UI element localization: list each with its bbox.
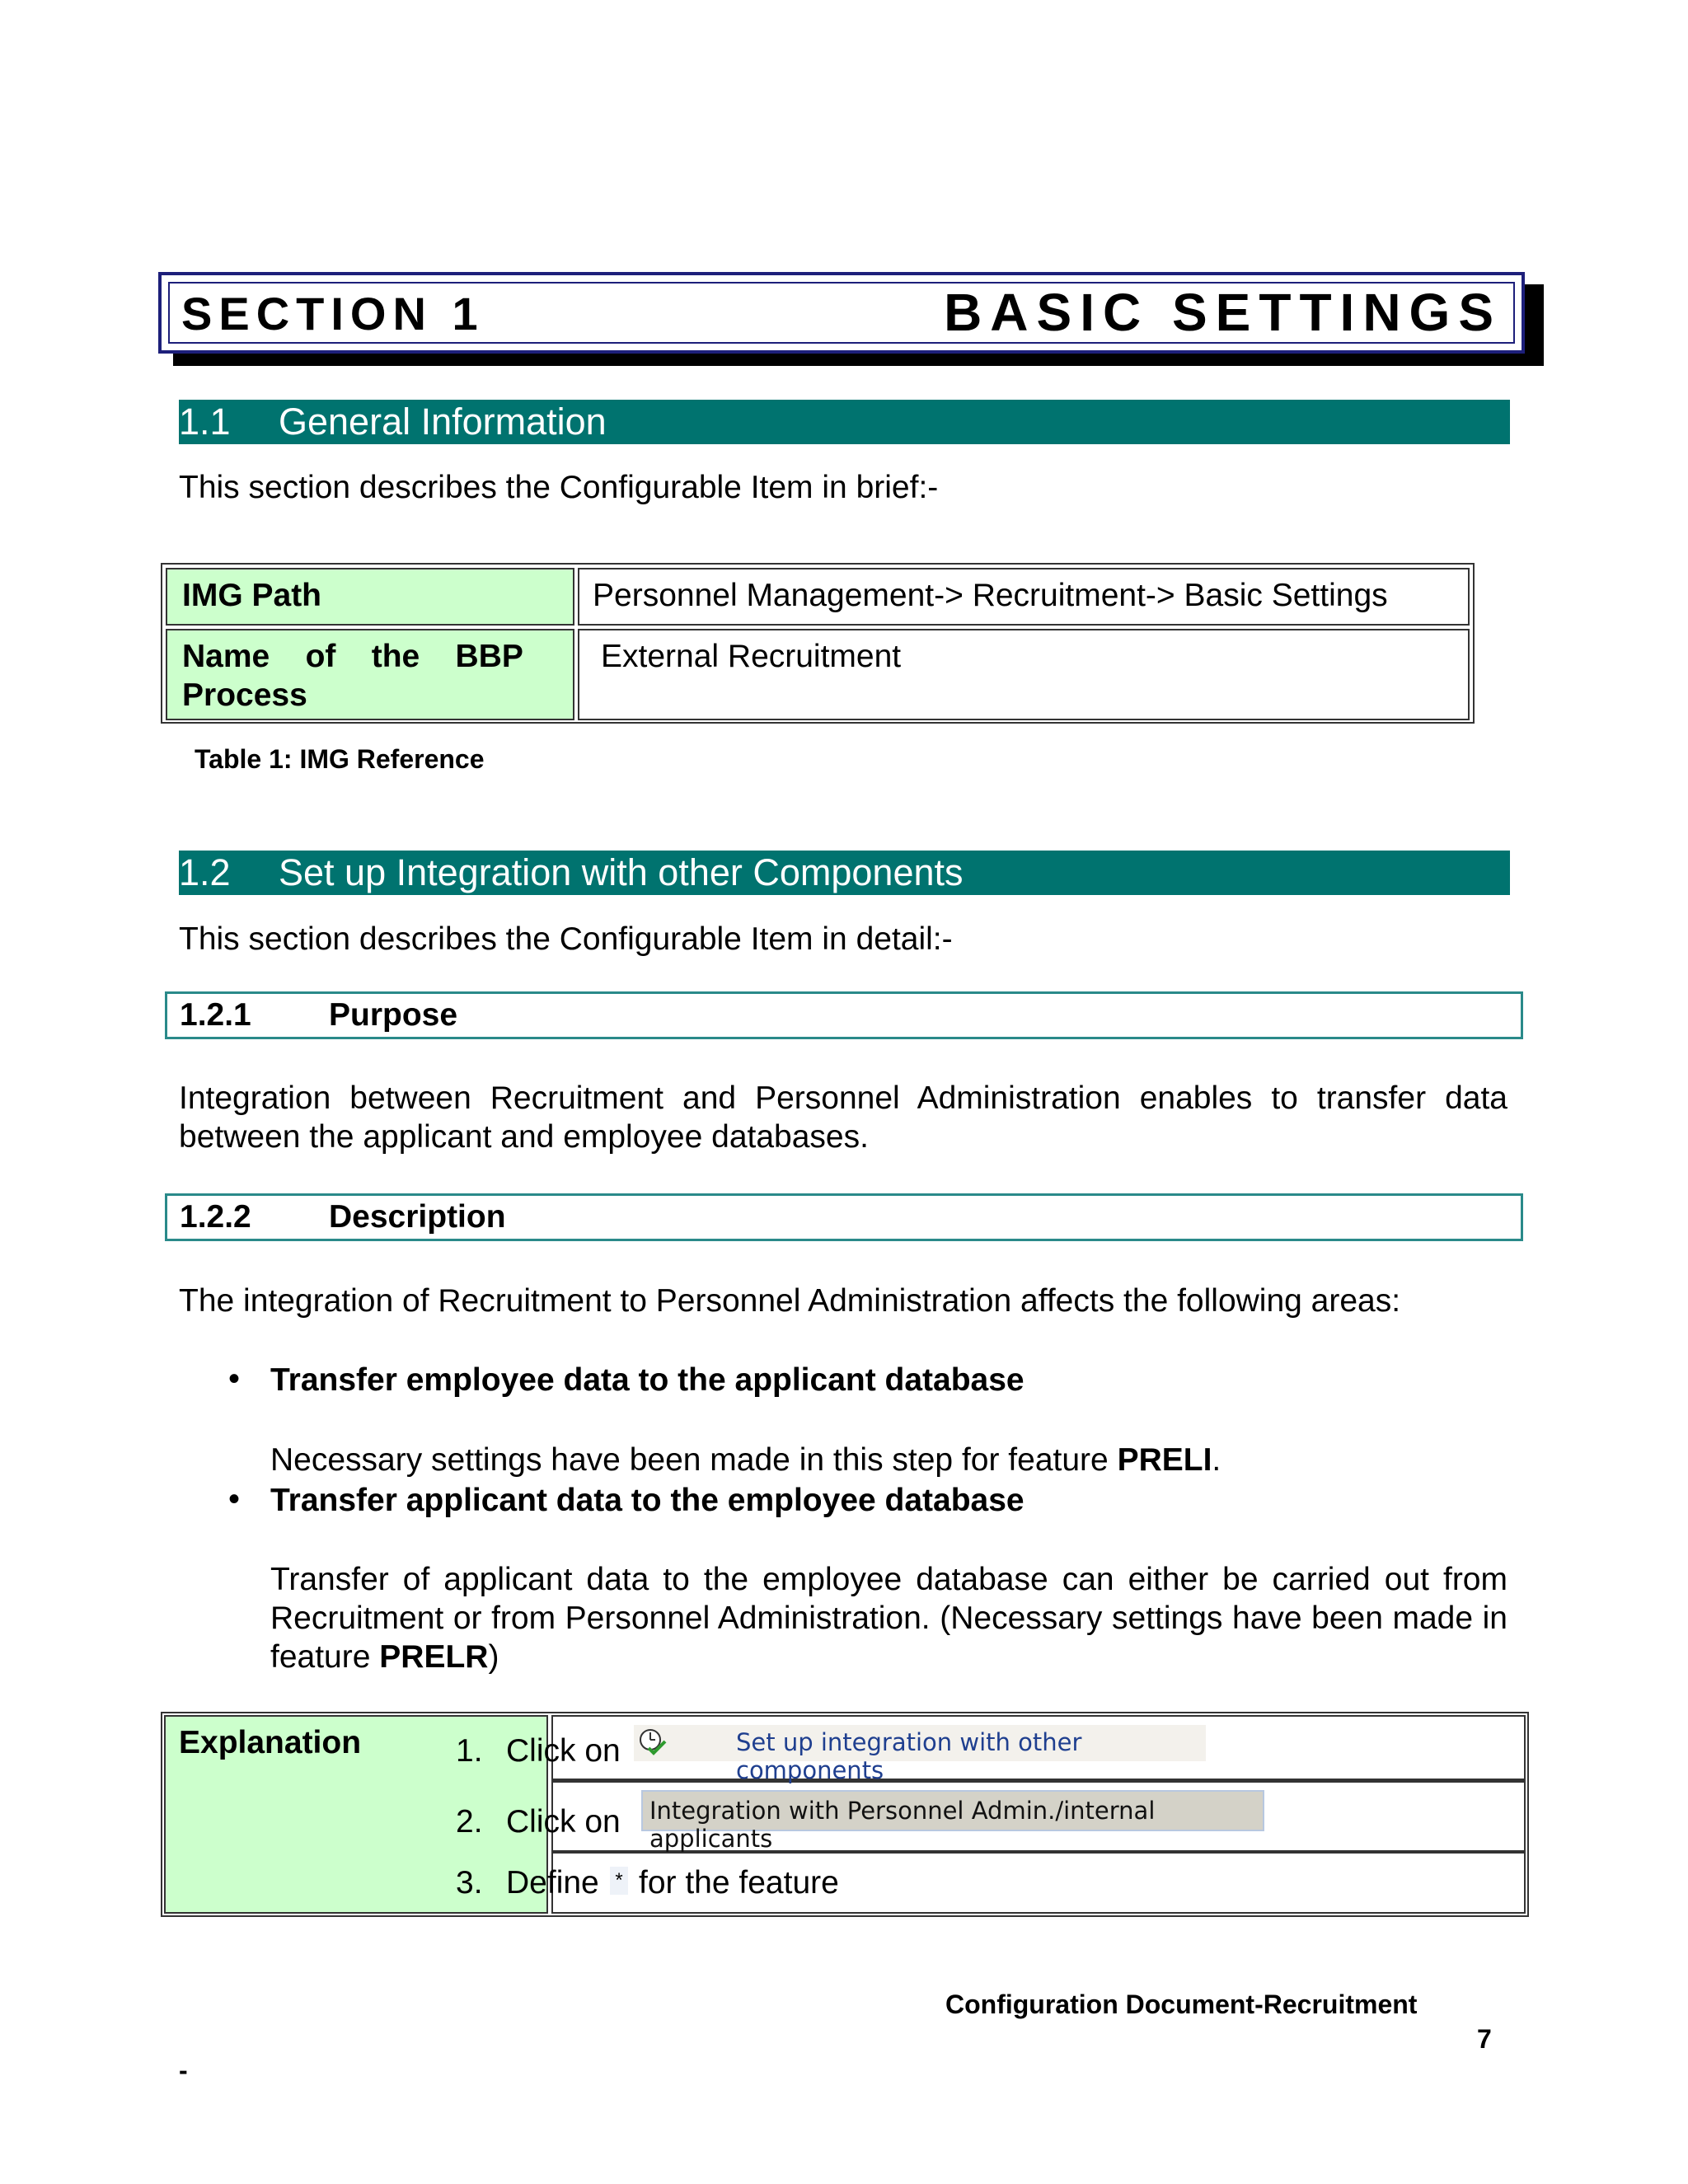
img-path-label: IMG Path (166, 568, 574, 626)
bullet2-text-pre: Transfer of applicant data to the employee database can either be carried out from Recruitment or from Personnel Administration. (Necessary settings have been made in feature (270, 1562, 1507, 1675)
integration-personnel-admin-label: Integration with Personnel Admin./internal applicants (649, 1797, 1156, 1853)
step-text: Click on (506, 1733, 621, 1769)
bullet1-text-pre: Necessary settings have been made in this step for feature (270, 1442, 1118, 1478)
step-number: 2. (456, 1804, 483, 1840)
feature-prelr: PRELR (379, 1639, 489, 1675)
bullet1-text-post: . (1212, 1442, 1221, 1478)
heading-1-1 (179, 400, 1510, 444)
bbp-label-line1: Name of the BBP (182, 639, 523, 674)
step-text: Click on (506, 1804, 621, 1840)
bbp-process-label (166, 629, 574, 720)
setup-integration-button[interactable] (634, 1725, 1206, 1784)
explanation-table (161, 1712, 1529, 1917)
heading-title: Set up Integration with other Components (279, 851, 964, 893)
footer-page-number: 7 (1477, 2024, 1492, 2054)
intro-brief: This section describes the Configurable Item in brief:- (179, 470, 939, 505)
subsection-title: Description (329, 1199, 506, 1235)
bullet-dot: • (228, 1361, 241, 1397)
bullet2-text-post: ) (488, 1639, 499, 1675)
heading-1-2 (179, 851, 1510, 895)
bullet2-text (270, 1560, 1507, 1676)
intro-detail: This section describes the Configurable Item in detail:- (179, 921, 953, 957)
feature-preli: PRELI (1117, 1442, 1212, 1478)
heading-number: 1.2 (179, 851, 231, 893)
step-number: 3. (456, 1865, 483, 1900)
explanation-label: Explanation (179, 1725, 362, 1760)
heading-title: General Information (279, 401, 607, 443)
bbp-process-value: External Recruitment (578, 629, 1470, 720)
footer-mark: - (179, 2055, 188, 2085)
step-text-pre: Define (506, 1865, 599, 1900)
heading-number: 1.1 (179, 401, 231, 443)
description-intro: The integration of Recruitment to Personnel Administration affects the following areas: (179, 1283, 1401, 1319)
section-banner (158, 272, 1525, 354)
bullet1-title: Transfer employee data to the applicant database (270, 1362, 1025, 1398)
setup-integration-label: Set up integration with other components (736, 1728, 1082, 1784)
integration-personnel-admin-button[interactable] (641, 1790, 1264, 1853)
explanation-label-cell (164, 1715, 548, 1914)
table-caption: Table 1: IMG Reference (195, 744, 485, 774)
subsection-description (165, 1193, 1523, 1241)
execute-clock-icon (637, 1727, 668, 1758)
step-number: 1. (456, 1733, 483, 1769)
subsection-number: 1.2.2 (180, 1199, 251, 1235)
section-title: BASIC SETTINGS (944, 283, 1502, 342)
img-reference-table (161, 563, 1475, 724)
purpose-text: Integration between Recruitment and Personnel Administration enables to transfer data between the applicant and employee databases. (179, 1080, 1507, 1155)
footer-doc-title: Configuration Document-Recruitment (945, 1990, 1418, 2019)
step-text-post: for the feature (639, 1865, 839, 1900)
subsection-number: 1.2.1 (180, 997, 251, 1033)
bbp-label-line2: Process (182, 677, 307, 713)
bullet2-title: Transfer applicant data to the employee database (270, 1483, 1025, 1518)
img-path-value: Personnel Management-> Recruitment-> Basic Settings (578, 568, 1470, 626)
bullet1-text (270, 1441, 1507, 1479)
bullet-dot: • (228, 1481, 241, 1517)
subsection-title: Purpose (329, 997, 458, 1033)
section-number: SECTION 1 (181, 288, 485, 340)
subsection-purpose (165, 991, 1523, 1039)
wildcard-chip: * (610, 1867, 628, 1895)
